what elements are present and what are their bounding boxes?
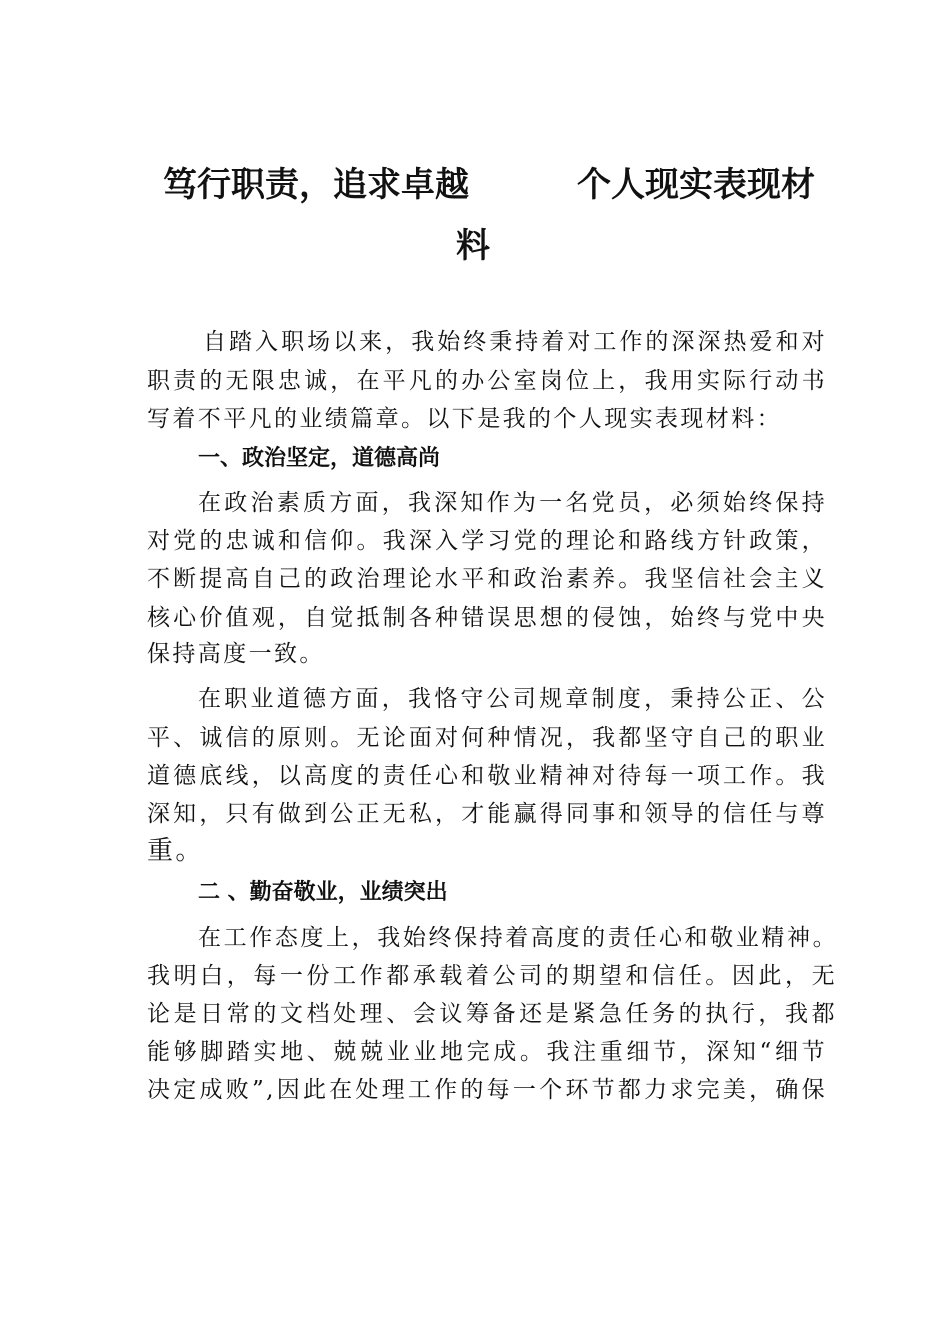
paragraph-line: 在工作态度上，我始终保持着高度的责任心和敬业精神。 (198, 925, 838, 951)
paragraph-line: 重。 (147, 836, 204, 866)
paragraph-line: 在政治素质方面，我深知作为一名党员，必须始终保持 (198, 490, 827, 516)
paragraph-line: 平、诚信的原则。无论面对何种情况，我都坚守自己的职业 (147, 725, 827, 751)
title-part2: 个人现实表现材 (577, 165, 815, 205)
paragraph-line: 不断提高自己的政治理论水平和政治素养。我坚信社会主义 (147, 566, 827, 592)
paragraph-line: 论是日常的文档处理、会议筹备还是紧急任务的执行，我都 (147, 1001, 837, 1027)
paragraph-line: 深知，只有做到公正无私，才能赢得同事和领导的信任与尊 (147, 801, 827, 827)
section-heading-1: 一、政治坚定，道德高尚 (198, 446, 441, 471)
paragraph-line: 在职业道德方面，我恪守公司规章制度，秉持公正、公 (198, 686, 827, 712)
intro-line: 职责的无限忠诚，在平凡的办公室岗位上，我用实际行动书 (147, 368, 827, 394)
paragraph-line: 对党的忠诚和信仰。我深入学习党的理论和路线方针政策， (147, 528, 827, 554)
paragraph-line: 我明白，每一份工作都承载着公司的期望和信任。因此，无 (147, 963, 837, 989)
paragraph-line: 能够脚踏实地、兢兢业业地完成。我注重细节，深知“细节 (147, 1039, 827, 1065)
paragraph-line: 保持高度一致。 (147, 641, 325, 667)
title-part1: 笃行职责，追求卓越 (163, 165, 469, 205)
paragraph-line: 核心价值观，自觉抵制各种错误思想的侵蚀，始终与党中央 (147, 605, 827, 631)
intro-line: 自踏入职场以来，我始终秉持着对工作的深深热爱和对 (203, 329, 827, 355)
intro-line: 写着不平凡的业绩篇章。以下是我的个人现实表现材料： (147, 406, 782, 432)
title-part3: 料 (456, 226, 490, 266)
paragraph-line: 决定成败”,因此在处理工作的每一个环节都力求完美，确保 (147, 1077, 827, 1103)
section-heading-2: 二 、勤奋敬业，业绩突出 (198, 880, 448, 905)
paragraph-line: 道德底线，以高度的责任心和敬业精神对待每一项工作。我 (147, 763, 827, 789)
